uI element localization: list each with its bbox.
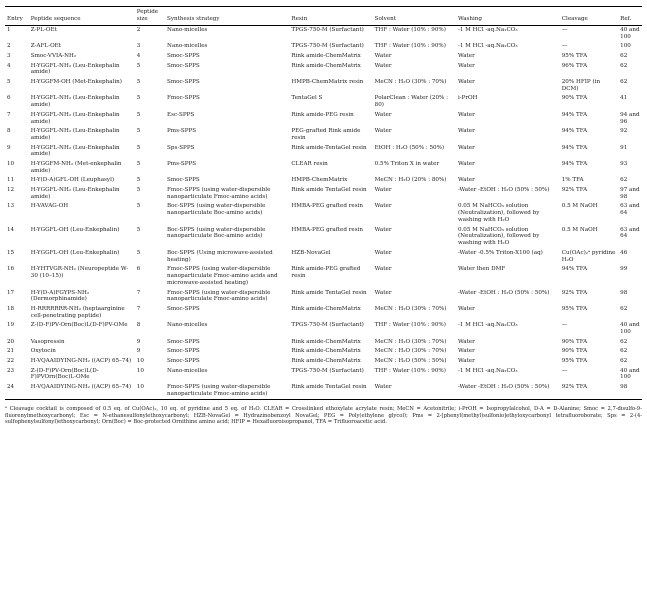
cell-synthesis-strategy: Smoc-SPPS: [167, 62, 200, 69]
cell-washing: -1 M HCl -aq.Na₂CO₃: [457, 322, 518, 329]
cell-peptide-size: 5: [136, 203, 141, 210]
cell-resin: Rink amide-PEG resin: [291, 111, 354, 118]
header-synthesis-strategy: Synthesis strategy: [167, 15, 220, 22]
cell-resin: Rink amide-TentaGel resin: [291, 144, 367, 151]
cell-peptide-sequence: H-Y(D-A)GFL-OH (Leuphasyl): [30, 177, 115, 184]
cell-resin: Rink amide-ChemMatrix: [291, 62, 361, 69]
cell-peptide-size: 5: [136, 226, 141, 233]
cell-solvent: THF : Water (10% : 90%): [374, 27, 446, 34]
cell-solvent: Water: [374, 383, 392, 390]
cell-entry: 6: [7, 95, 11, 102]
cell-washing: Water: [457, 128, 475, 135]
cell-peptide-sequence: H-YHTVGR-NH₂ (Neuropeptide W-30 (10–15)): [30, 266, 129, 280]
cell-resin: CLEAR resin: [291, 161, 328, 168]
cell-peptide-sequence: H-VQAAIDYING-NH₂ ((ACP) 65–74): [30, 383, 132, 390]
table-row: [5, 186, 642, 202]
cell-synthesis-strategy: Fmoc-SPPS (using water-dispersible nanoparticulate Fmoc-amino acids): [167, 289, 271, 303]
cell-ref: 100: [620, 43, 631, 50]
cell-entry: 20: [7, 338, 15, 345]
table-row: [5, 110, 642, 126]
cell-peptide-sequence: H-RRRRRRR-NH₂ (heptaarginine cell-penetrating peptide): [30, 305, 125, 319]
cell-entry: 16: [7, 266, 15, 273]
cell-resin: Rink amide-PEG grafted resin: [291, 266, 361, 280]
cell-ref: 97 and 98: [620, 187, 640, 200]
table-row: [5, 288, 642, 304]
cell-entry: 22: [7, 357, 15, 364]
cell-cleavage: 95% TFA: [561, 305, 588, 312]
cell-solvent: MeCN : H₂O (30% : 70%): [374, 348, 447, 355]
table-row: [5, 321, 642, 337]
cell-peptide-size: 5: [136, 128, 141, 135]
header-entry: Entry: [7, 15, 23, 22]
cell-solvent: Water: [374, 62, 392, 69]
cell-washing: -1 M HCl -aq.Na₂CO₃: [457, 367, 518, 374]
cell-washing: -Water -EtOH : H₂O (50% : 50%): [457, 383, 550, 390]
cell-peptide-sequence: H-YGGFL-NH₂ (Leu-Enkephalin amide): [30, 62, 120, 76]
cell-peptide-size: 7: [136, 305, 141, 312]
cell-synthesis-strategy: Smoc-SPPS: [167, 305, 200, 312]
cell-peptide-size: 5: [136, 62, 141, 69]
cell-peptide-size: 7: [136, 289, 141, 296]
cell-resin: HZB-NovaGel: [291, 249, 331, 256]
cell-peptide-sequence: H-YGGFM-OH (Met-Enkephalin): [30, 79, 122, 86]
cell-resin: Rink amide-ChemMatrix: [291, 53, 361, 60]
cell-ref: 93: [620, 161, 628, 168]
cell-resin: TPGS-750-M (Surfactant): [291, 43, 364, 50]
cell-entry: 7: [7, 111, 11, 118]
cell-ref: 92: [620, 128, 628, 135]
cell-peptide-size: 5: [136, 177, 141, 184]
table-row: [5, 52, 642, 62]
cell-resin: Rink amide-ChemMatrix: [291, 338, 361, 345]
cell-peptide-sequence: H-YGGFL-NH₂ (Leu-Enkephalin amide): [30, 95, 120, 109]
cell-cleavage: 90% TFA: [561, 348, 588, 355]
cell-peptide-size: 5: [136, 187, 141, 194]
cell-peptide-sequence: Oxytocin: [30, 348, 56, 355]
table-row: [5, 42, 642, 52]
cell-resin: Rink amide-ChemMatrix: [291, 305, 361, 312]
cell-peptide-size: 6: [136, 266, 141, 273]
table-row: [5, 176, 642, 186]
cell-resin: Rink amide TentaGel resin: [291, 383, 367, 390]
cell-ref: 41: [620, 95, 628, 102]
cell-ref: 62: [620, 53, 628, 60]
cell-ref: 62: [620, 177, 628, 184]
table-row: [5, 160, 642, 176]
header-peptide-size: Peptide size: [136, 9, 159, 22]
cell-ref: 62: [620, 79, 628, 86]
cell-ref: 62: [620, 348, 628, 355]
cell-entry: 14: [7, 226, 15, 233]
cell-solvent: PolarClean : Water (20% : 80): [374, 95, 449, 109]
table-row: [5, 347, 642, 357]
cell-ref: 46: [620, 249, 628, 256]
cell-cleavage: Cu(OAc)₂ᵃ pyridine H₂O: [561, 249, 616, 263]
cell-ref: 99: [620, 266, 628, 273]
cell-synthesis-strategy: Nano-micelles: [167, 27, 208, 34]
cell-cleavage: 96% TFA: [561, 62, 588, 69]
cell-solvent: Water: [374, 53, 392, 60]
table-row: [5, 61, 642, 77]
cell-solvent: Water: [374, 203, 392, 210]
cell-washing: -Water -EtOH : H₂O (50% : 50%): [457, 289, 550, 296]
cell-peptide-sequence: H-YGGFL-NH₂ (Leu-Enkephalin amide): [30, 187, 120, 200]
cell-resin: HMPB-ChemMatrix resin: [291, 79, 364, 86]
cell-synthesis-strategy: Smoc-SPPS: [167, 348, 200, 355]
cell-entry: 24: [7, 383, 15, 390]
cell-resin: HMBA-PEG grafted resin: [291, 226, 363, 233]
cell-ref: 40 and 100: [620, 367, 640, 381]
cell-peptide-size: 10: [136, 357, 144, 364]
cell-solvent: 0.5% Triton X in water: [374, 161, 440, 168]
cell-solvent: MeCN : H₂O (50% : 50%): [374, 357, 447, 364]
cell-entry: 13: [7, 203, 15, 210]
cell-cleavage: —: [561, 367, 568, 374]
cell-solvent: Water: [374, 249, 392, 256]
cell-synthesis-strategy: Smoc-SPPS: [167, 53, 200, 60]
cell-entry: 19: [7, 322, 15, 329]
cell-synthesis-strategy: Smoc-SPPS: [167, 338, 200, 345]
cell-peptide-sequence: Vasopressin: [30, 338, 65, 345]
cell-entry: 1: [7, 27, 11, 34]
cell-solvent: MeCN : H₂O (30% : 70%): [374, 305, 447, 312]
cell-peptide-size: 10: [136, 367, 144, 374]
cell-solvent: THF : Water (10% : 90%): [374, 322, 446, 329]
cell-solvent: MeCN : H₂O (30% : 70%): [374, 338, 447, 345]
cell-cleavage: 20% HFIP (in DCM): [561, 79, 601, 92]
cell-entry: 15: [7, 249, 15, 256]
table-row: [5, 265, 642, 288]
cell-synthesis-strategy: Fmoc-SPPS (using water-dispersible nanoparticulate Fmoc-amino acids): [167, 383, 271, 397]
cell-resin: PEG-grafted Rink amide resin: [291, 128, 361, 142]
cell-synthesis-strategy: Boc-SPPS (using water-dispersible nanoparticulate Boc-amino acids): [167, 226, 266, 240]
cell-cleavage: 95% TFA: [561, 53, 588, 60]
cell-peptide-sequence: H-VQAAIDYING-NH₂ ((ACP) 65–74): [30, 357, 132, 364]
cell-peptide-sequence: H-YGGFL-NH₂ (Leu-Enkephalin amide): [30, 128, 120, 142]
cell-resin: TPGS-750-M (Surfactant): [291, 322, 364, 329]
table-footnote: ᵃ Cleavage cocktail is composed of 0.5 eq. of Cu(OAc)₂, 10 eq. of pyridine and 5 eq. of H₂O. CLEAR = Crosslinked ethoxylate acrylate resin; MeCN = Acetonitrile; i-PrOH = Isopropylalcohol, D-A = D-Alanine; Smoc = 2,7-disulfo-9-fluorenylmethoxycarbonyl; Esc = N-ethanesulfonylethoxycarbonyl; HZB-NovaGel = Hydrazinobenzoyl NovaGel; PEG = Poly(ethylene glycol); Pms = 2-[phenyl(methyl)sulfonio]ethyloxycarbonyl tetrafluoroborate; Sps = 2-(4-sulfophenylsulfonyl)ethoxycarbonyl; Orn(Boc) = Boc-protected Ornithine amino acid; HFIP = Hexafluoroisopropanol, TFA = Trifluoroacetic acid.: [5, 405, 642, 426]
cell-synthesis-strategy: Smoc-SPPS: [167, 177, 200, 184]
cell-cleavage: 0.5 M NaOH: [561, 203, 598, 210]
cell-peptide-sequence: Z-(D-F)PV-Orn(Boc)L(D-F)PV-OMe: [30, 322, 128, 329]
cell-entry: 5: [7, 79, 11, 86]
cell-ref: 62: [620, 357, 628, 364]
cell-washing: -1 M HCl -aq.Na₂CO₃: [457, 43, 518, 50]
cell-washing: 0.05 M NaHCO₃ solution (Neutralization), followed by washing with H₂O: [457, 203, 540, 224]
table-row: [5, 127, 642, 143]
cell-peptide-size: 5: [136, 79, 141, 86]
table-row: [5, 225, 642, 248]
cell-washing: -Water -0.5% Triton-X100 (aq): [457, 249, 543, 256]
cell-resin: Rink amide-ChemMatrix: [291, 348, 361, 355]
cell-washing: Water: [457, 348, 475, 355]
cell-cleavage: 92% TFA: [561, 187, 588, 194]
table-row: [5, 25, 642, 42]
cell-synthesis-strategy: Nano-micelles: [167, 367, 208, 374]
cell-washing: Water: [457, 79, 475, 86]
cell-peptide-size: 2: [136, 27, 141, 34]
cell-entry: 10: [7, 161, 15, 168]
cell-peptide-size: 5: [136, 95, 141, 102]
cell-cleavage: —: [561, 43, 568, 50]
header-cleavage: Cleavage: [561, 15, 588, 22]
cell-peptide-sequence: H-YGGFL-NH₂ (Leu-Enkephalin amide): [30, 111, 120, 125]
cell-peptide-sequence: H-YGGFL-OH (Leu-Enkephalin): [30, 249, 120, 256]
cell-washing: Water: [457, 144, 475, 151]
cell-peptide-size: 3: [136, 43, 141, 50]
cell-washing: Water then DMF: [457, 266, 506, 273]
cell-ref: 63 and 64: [620, 226, 640, 240]
cell-ref: 94 and 96: [620, 111, 640, 125]
cell-washing: Water: [457, 161, 475, 168]
cell-peptide-sequence: H-VAVAG-OH: [30, 203, 69, 210]
cell-peptide-size: 5: [136, 111, 141, 118]
cell-cleavage: —: [561, 27, 568, 34]
cell-solvent: MeCN : H₂O (20% : 80%): [374, 177, 447, 184]
cell-peptide-sequence: Z-AFL-OEt: [30, 43, 62, 50]
cell-solvent: Water: [374, 128, 392, 135]
cell-washing: Water: [457, 53, 475, 60]
cell-ref: 91: [620, 144, 628, 151]
cell-ref: 62: [620, 305, 628, 312]
table-row: [5, 305, 642, 321]
cell-synthesis-strategy: Fmoc-SPPS (using water-dispersible nanoparticulate Fmoc-amino acids): [167, 187, 271, 200]
cell-cleavage: 0.5 M NaOH: [561, 226, 598, 233]
header-washing: Washing: [457, 15, 482, 22]
cell-peptide-size: 5: [136, 249, 141, 256]
cell-entry: 21: [7, 348, 15, 355]
cell-ref: 63 and 64: [620, 203, 640, 217]
cell-peptide-size: 4: [136, 53, 141, 60]
cell-entry: 2: [7, 43, 11, 50]
cell-peptide-size: 5: [136, 161, 141, 168]
cell-solvent: THF : Water (10% : 90%): [374, 43, 446, 50]
cell-washing: Water: [457, 338, 475, 345]
cell-washing: i-PrOH: [457, 95, 478, 102]
cell-peptide-size: 9: [136, 338, 141, 345]
cell-cleavage: 90% TFA: [561, 338, 588, 345]
cell-resin: Rink amide TentaGel resin: [291, 289, 367, 296]
cell-peptide-sequence: H-YGGFL-OH (Leu-Enkephalin): [30, 226, 120, 233]
cell-synthesis-strategy: Sps-SPPS: [167, 144, 195, 151]
cell-cleavage: 94% TFA: [561, 144, 588, 151]
cell-peptide-sequence: Z-PL-OEt: [30, 27, 57, 34]
cell-synthesis-strategy: Pms-SPPS: [167, 161, 197, 168]
cell-peptide-size: 9: [136, 348, 141, 355]
table-row: [5, 357, 642, 367]
cell-peptide-sequence: H-Y(D-A)FGYPS-NH₂ (Dermorphinamide): [30, 289, 90, 303]
cell-entry: 23: [7, 367, 15, 374]
cell-resin: HMBA-PEG grafted resin: [291, 203, 363, 210]
cell-resin: TPGS-750-M (Surfactant): [291, 367, 364, 374]
cell-synthesis-strategy: Fmoc-SPPS: [167, 95, 200, 102]
table-row: [5, 337, 642, 347]
cell-peptide-sequence: Z-(D-F)PV-Orn(Boc)L(D-F)PVOrn(Boc)L-OMe: [30, 367, 99, 381]
cell-solvent: EtOH : H₂O (50% : 50%): [374, 144, 445, 151]
cell-cleavage: 94% TFA: [561, 111, 588, 118]
peptide-synthesis-table: [5, 6, 642, 400]
cell-resin: HMPB-ChemMatrix: [291, 177, 348, 184]
table-row: [5, 249, 642, 265]
cell-ref: 40 and 100: [620, 322, 640, 336]
cell-washing: 0.05 M NaHCO₃ solution (Neutralization), followed by washing with H₂O: [457, 226, 540, 247]
cell-resin: Rink amide TentaGel resin: [291, 187, 367, 194]
cell-cleavage: 95% TFA: [561, 357, 588, 364]
table-row: [5, 94, 642, 110]
table-body: [5, 25, 642, 399]
cell-synthesis-strategy: Nano-micelles: [167, 322, 208, 329]
cell-synthesis-strategy: Smoc-SPPS: [167, 357, 200, 364]
cell-washing: Water: [457, 62, 475, 69]
cell-resin: TPGS-750-M (Surfactant): [291, 27, 364, 34]
cell-ref: 62: [620, 62, 628, 69]
cell-washing: Water: [457, 111, 475, 118]
cell-entry: 4: [7, 62, 11, 69]
cell-cleavage: —: [561, 322, 568, 329]
cell-solvent: MeCN : H₂O (30% : 70%): [374, 79, 447, 86]
cell-synthesis-strategy: Fmoc-SPPS (using water-dispersible nanoparticulate Fmoc-amino acids and microwave-assisted heating): [167, 266, 278, 286]
cell-washing: Water: [457, 177, 475, 184]
cell-peptide-size: 10: [136, 383, 144, 390]
cell-cleavage: 94% TFA: [561, 266, 588, 273]
cell-synthesis-strategy: Boc-SPPS (using water-dispersible nanoparticulate Boc-amino acids): [167, 203, 266, 217]
cell-synthesis-strategy: Pms-SPPS: [167, 128, 197, 135]
table-row: [5, 143, 642, 159]
table-row: [5, 78, 642, 94]
cell-washing: Water: [457, 305, 475, 312]
cell-ref: 40 and 100: [620, 27, 640, 40]
cell-cleavage: 1% TFA: [561, 177, 584, 184]
cell-entry: 8: [7, 128, 11, 135]
cell-entry: 9: [7, 144, 11, 151]
cell-synthesis-strategy: Smoc-SPPS: [167, 79, 200, 86]
cell-solvent: Water: [374, 226, 392, 233]
cell-cleavage: 94% TFA: [561, 128, 588, 135]
cell-solvent: Water: [374, 289, 392, 296]
header-resin: Resin: [291, 15, 308, 22]
cell-solvent: Water: [374, 266, 392, 273]
table-row: [5, 383, 642, 400]
cell-washing: -Water -EtOH : H₂O (50% : 50%): [457, 187, 550, 194]
cell-solvent: Water: [374, 111, 392, 118]
cell-entry: 12: [7, 187, 15, 194]
cell-synthesis-strategy: Boc-SPPS (Using microwave-assisted heating): [167, 249, 273, 263]
cell-entry: 11: [7, 177, 15, 184]
header-solvent: Solvent: [374, 15, 396, 22]
table-header-row: [5, 7, 642, 26]
cell-cleavage: 90% TFA: [561, 95, 588, 102]
cell-entry: 3: [7, 53, 11, 60]
cell-peptide-size: 8: [136, 322, 141, 329]
cell-peptide-size: 5: [136, 144, 141, 151]
cell-solvent: THF : Water (10% : 90%): [374, 367, 446, 374]
cell-peptide-sequence: H-YGGFL-NH₂ (Leu-Enkephalin amide): [30, 144, 120, 158]
cell-resin: Rink amide-ChemMatrix: [291, 357, 361, 364]
cell-entry: 18: [7, 305, 15, 312]
cell-synthesis-strategy: Esc-SPPS: [167, 111, 195, 118]
header-peptide-sequence: Peptide sequence: [30, 15, 81, 22]
cell-entry: 17: [7, 289, 15, 296]
cell-peptide-sequence: Smoc-VVIA-NH₂: [30, 53, 77, 60]
cell-synthesis-strategy: Nano-micelles: [167, 43, 208, 50]
cell-cleavage: 92% TFA: [561, 383, 588, 390]
cell-resin: TentaGel S: [291, 95, 323, 102]
cell-washing: Water: [457, 357, 475, 364]
cell-cleavage: 94% TFA: [561, 161, 588, 168]
table-row: [5, 366, 642, 382]
cell-peptide-sequence: H-YGGFM-NH₂ (Met-enkephalin amide): [30, 161, 122, 174]
header-ref: Ref.: [620, 15, 632, 22]
table-row: [5, 202, 642, 225]
cell-ref: 62: [620, 338, 628, 345]
cell-ref: 98: [620, 383, 628, 390]
cell-solvent: Water: [374, 187, 392, 194]
cell-ref: 98: [620, 289, 628, 296]
cell-cleavage: 92% TFA: [561, 289, 588, 296]
cell-washing: -1 M HCl -aq.Na₂CO₃: [457, 27, 518, 34]
